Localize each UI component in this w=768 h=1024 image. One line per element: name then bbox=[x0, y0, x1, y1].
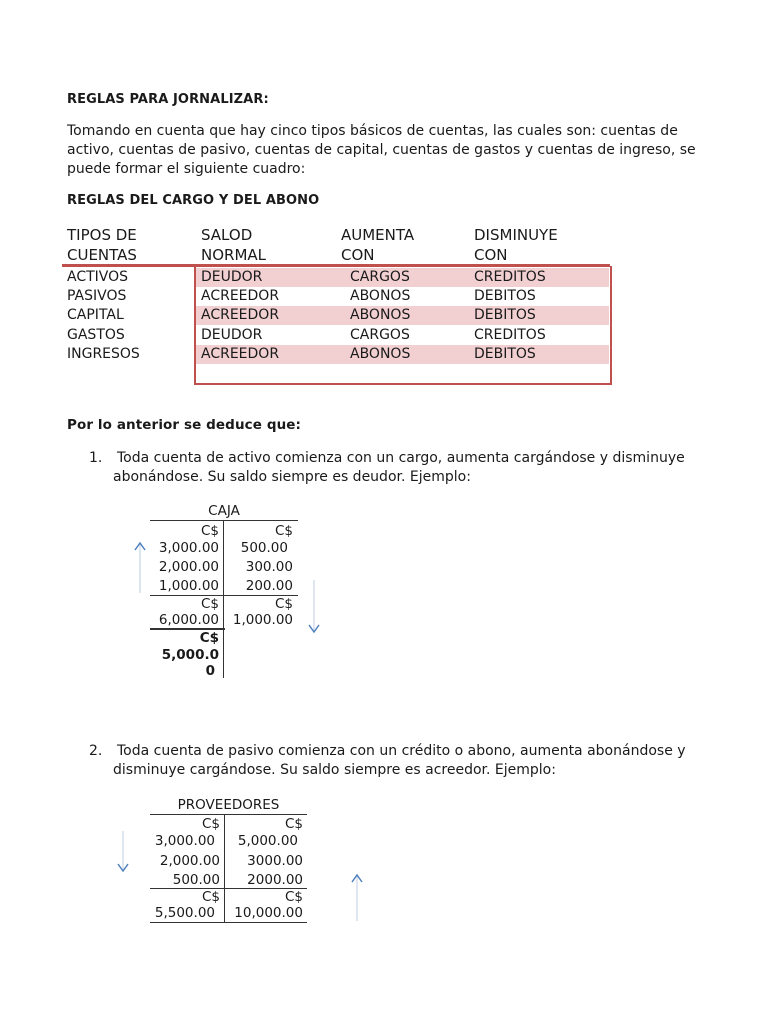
table-cell: ABONOS bbox=[350, 307, 411, 323]
table-cell: CARGOS bbox=[350, 269, 410, 285]
arrow-up-icon bbox=[349, 873, 365, 923]
credit-entry: 300.00 bbox=[245, 559, 293, 575]
header-line: CUENTAS bbox=[67, 246, 137, 264]
table-cell: DEBITOS bbox=[474, 346, 536, 362]
table-cell: INGRESOS bbox=[67, 346, 140, 362]
debit-entry: 2,000.00 bbox=[158, 559, 219, 575]
currency-label: C$ bbox=[201, 816, 220, 832]
debit-entry: 2,000.00 bbox=[159, 853, 220, 869]
deduction-heading: Por lo anterior se deduce que: bbox=[67, 417, 302, 433]
subtotal-debit: 6,000.00 bbox=[158, 612, 219, 628]
currency-label: C$ bbox=[284, 889, 303, 905]
table-cell: GASTOS bbox=[67, 327, 125, 343]
header-tipos bbox=[67, 225, 137, 265]
currency-label: C$ bbox=[200, 523, 219, 539]
subtotal-credit: 1,000.00 bbox=[232, 612, 293, 628]
t-account-title: PROVEEDORES bbox=[177, 797, 280, 813]
table-cell: ACTIVOS bbox=[67, 269, 129, 285]
table-cell: ACREEDOR bbox=[201, 288, 280, 304]
table-cell: ABONOS bbox=[350, 288, 411, 304]
table-cell: CREDITOS bbox=[474, 327, 546, 343]
debit-entry: 3,000.00 bbox=[158, 540, 219, 556]
t-account-title: CAJA bbox=[208, 503, 240, 519]
bottom-rule bbox=[150, 922, 307, 923]
credit-entry: 200.00 bbox=[245, 578, 293, 594]
item-number: 1. bbox=[89, 450, 103, 466]
header-disminuye bbox=[474, 225, 558, 265]
item-text-line: disminuye cargándose. Su saldo siempre es acreedor. Ejemplo: bbox=[113, 762, 556, 778]
item-number: 2. bbox=[89, 743, 103, 759]
credit-entry: 3000.00 bbox=[247, 853, 303, 869]
table-cell: ABONOS bbox=[350, 346, 411, 362]
table-cell: PASIVOS bbox=[67, 288, 127, 304]
header-line: TIPOS DE bbox=[67, 226, 137, 244]
header-line: CON bbox=[341, 246, 375, 264]
credit-entry: 500.00 bbox=[240, 540, 288, 556]
debit-entry: 500.00 bbox=[172, 872, 220, 888]
header-line: DISMINUYE bbox=[474, 226, 558, 244]
item-text-line: abonándose. Su saldo siempre es deudor. Ejemplo: bbox=[113, 469, 471, 485]
document-title: REGLAS PARA JORNALIZAR: bbox=[67, 92, 269, 107]
balance-line: C$ bbox=[199, 630, 219, 646]
header-line: AUMENTA bbox=[341, 226, 415, 244]
header-underline bbox=[62, 264, 610, 267]
table-cell: DEUDOR bbox=[201, 327, 263, 343]
intro-line: Tomando en cuenta que hay cinco tipos básicos de cuentas, las cuales son: cuentas de bbox=[67, 123, 678, 139]
subtotal-debit: 5,500.00 bbox=[154, 905, 215, 921]
header-line: SALOD bbox=[201, 226, 253, 244]
table-cell: DEBITOS bbox=[474, 288, 536, 304]
table-cell: CREDITOS bbox=[474, 269, 546, 285]
arrow-down-icon bbox=[115, 829, 131, 875]
table-cell: DEBITOS bbox=[474, 307, 536, 323]
item-text-line: Toda cuenta de activo comienza con un cargo, aumenta cargándose y disminuye bbox=[117, 450, 685, 466]
arrow-up-icon bbox=[132, 541, 148, 595]
subtotal-credit: 10,000.00 bbox=[234, 905, 303, 921]
currency-label: C$ bbox=[274, 523, 293, 539]
currency-label: C$ bbox=[274, 596, 293, 612]
debit-entry: 1,000.00 bbox=[158, 578, 219, 594]
table-cell: ACREEDOR bbox=[201, 307, 280, 323]
section-subtitle: REGLAS DEL CARGO Y DEL ABONO bbox=[67, 193, 320, 208]
table-cell: CAPITAL bbox=[67, 307, 124, 323]
intro-paragraph bbox=[67, 122, 696, 179]
currency-label: C$ bbox=[284, 816, 303, 832]
arrow-down-icon bbox=[306, 578, 322, 636]
intro-line: puede formar el siguiente cuadro: bbox=[67, 161, 306, 177]
table-cell: DEUDOR bbox=[201, 269, 263, 285]
balance-line: 0 bbox=[205, 663, 215, 679]
intro-line: activo, cuentas de pasivo, cuentas de capital, cuentas de gastos y cuentas de ingreso, se bbox=[67, 142, 696, 158]
debit-entry: 3,000.00 bbox=[154, 833, 215, 849]
t-account-top-rule bbox=[150, 814, 307, 815]
t-account-divider bbox=[224, 814, 225, 922]
currency-label: C$ bbox=[201, 889, 220, 905]
currency-label: C$ bbox=[200, 596, 219, 612]
table-cell: CARGOS bbox=[350, 327, 410, 343]
t-account-top-rule bbox=[150, 520, 298, 521]
header-line: CON bbox=[474, 246, 508, 264]
credit-entry: 5,000.00 bbox=[237, 833, 298, 849]
table-cell: ACREEDOR bbox=[201, 346, 280, 362]
credit-entry: 2000.00 bbox=[247, 872, 303, 888]
t-account-divider bbox=[223, 520, 224, 678]
header-line: NORMAL bbox=[201, 246, 267, 264]
item-text-line: Toda cuenta de pasivo comienza con un crédito o abono, aumenta abonándose y bbox=[117, 743, 686, 759]
balance-line: 5,000.0 bbox=[161, 647, 219, 663]
header-saldo bbox=[201, 225, 266, 265]
header-aumenta bbox=[341, 225, 414, 265]
